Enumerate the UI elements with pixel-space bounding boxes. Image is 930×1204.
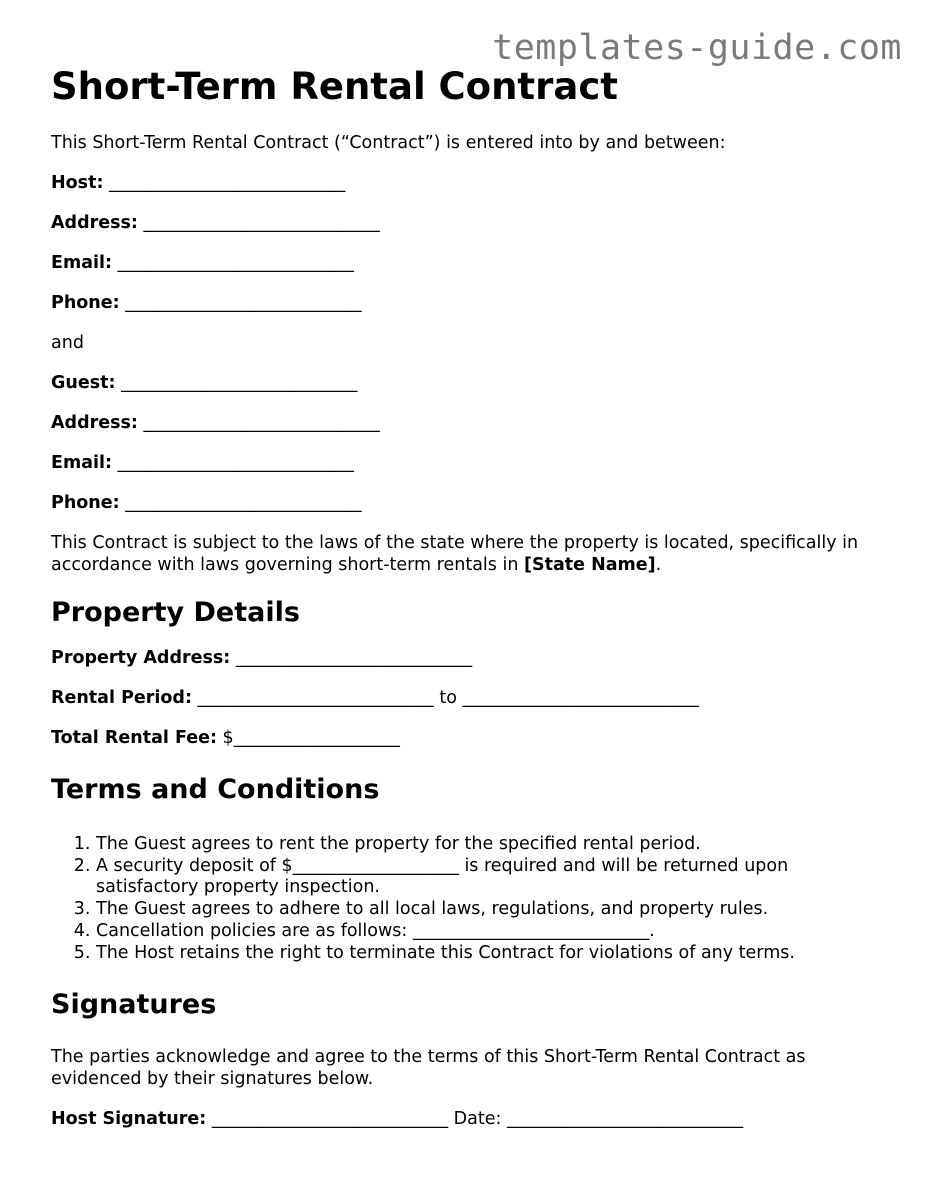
page-title: Short-Term Rental Contract [51,65,618,108]
contract-document [51,64,881,1148]
total-rental-fee-field[interactable] [51,727,881,749]
period-from-blank: ___________________________ [197,688,434,708]
state-name-placeholder: [State Name] [523,555,656,575]
property-address-field[interactable] [51,647,881,669]
field-label: Address: [51,413,138,433]
date-label: Date: [453,1109,502,1130]
field-label: Property Address: [51,648,231,668]
signatures-text: The parties acknowledge and agree to the terms of this Short-Term Rental Contract as evidenced by their signatures below. [51,1047,806,1090]
governing-law-text: This Contract is subject to the laws of the state where the property is located, specifically in accordance with laws governing short-term rentals in [State Name]. [51,533,859,575]
terms-list [51,834,881,964]
field-blank: ___________________________ [117,453,354,473]
guest-address-field[interactable] [51,412,881,434]
field-blank: ___________________________ [109,173,346,193]
date-blank: ___________________________ [506,1109,744,1130]
list-item: 1. The Guest agrees to rent the property for the specified rental period. [96,834,881,856]
host-address-field[interactable] [51,212,881,234]
field-label: Host: [51,173,104,193]
list-item: 5. The Host retains the right to terminate this Contract for violations of any terms. [96,943,881,965]
host-signature-field[interactable] [51,1108,881,1130]
host-phone-field[interactable] [51,292,881,314]
host-name-field[interactable] [51,172,881,194]
field-label: Phone: [51,493,120,513]
field-label: Host Signature: [51,1109,207,1130]
field-label: Phone: [51,293,120,313]
host-email-field[interactable] [51,252,881,274]
field-label: Total Rental Fee: [51,728,217,748]
field-blank: ___________________________ [121,373,358,393]
guest-name-field[interactable] [51,372,881,394]
terms-heading: Terms and Conditions [51,774,380,805]
field-label: Address: [51,213,138,233]
guest-email-field[interactable] [51,452,881,474]
signatures-heading: Signatures [51,989,217,1021]
period-to-text: to [439,688,457,708]
rental-period-field[interactable] [51,687,881,709]
watermark-logo: templates-guide.com [492,28,902,68]
guest-fields [51,372,881,514]
field-label: Email: [51,453,112,473]
field-blank: ___________________________ [143,413,380,433]
host-fields [51,172,881,314]
field-label: Guest: [51,373,116,393]
period-to-blank: ___________________________ [462,688,699,708]
field-blank: ___________________________ [125,493,362,513]
field-label: Rental Period: [51,688,192,708]
guest-phone-field[interactable] [51,492,881,514]
and-text: and [51,333,84,353]
property-details-heading: Property Details [51,597,300,628]
list-item: 4. Cancellation policies are as follows: ___________________________. [96,921,881,943]
field-blank: ___________________________ [125,293,362,313]
field-blank: $___________________ [222,728,400,748]
list-item: 2. A security deposit of $___________________ is required and will be returned upon satisfactory property inspection. [96,856,881,899]
signature-blank: ___________________________ [211,1109,449,1130]
intro-text: This Short-Term Rental Contract (“Contract”) is entered into by and between: [51,133,726,153]
field-blank: ___________________________ [143,213,380,233]
field-blank: ___________________________ [235,648,473,668]
field-label: Email: [51,253,112,273]
list-item: 3. The Guest agrees to adhere to all local laws, regulations, and property rules. [96,899,881,921]
field-blank: ___________________________ [117,253,354,273]
